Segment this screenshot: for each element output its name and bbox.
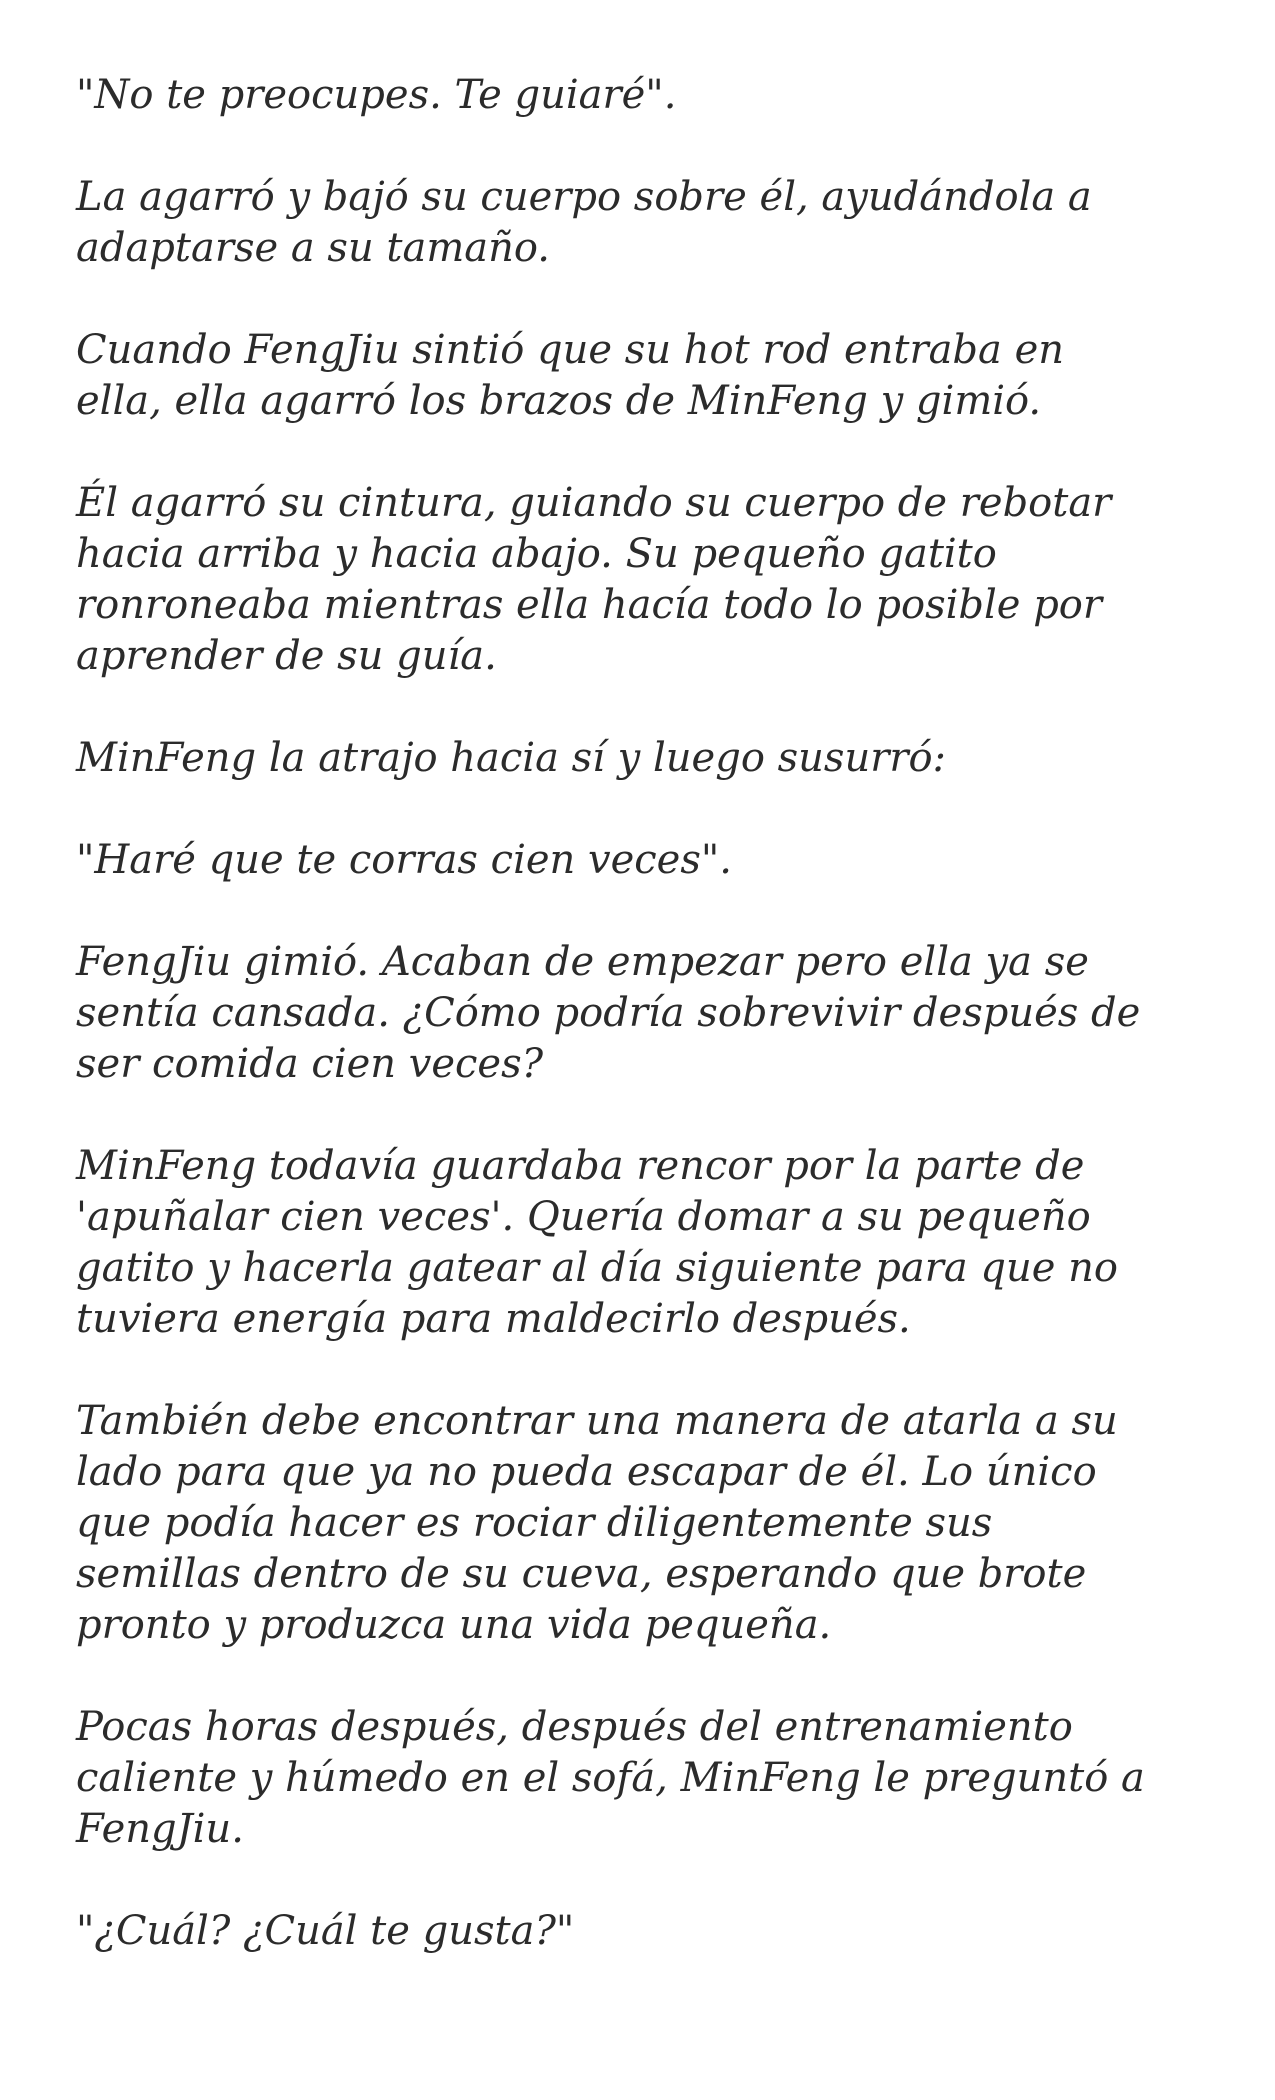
paragraph-5: MinFeng la atrajo hacia sí y luego susurró: [76, 735, 946, 781]
paragraph-9: También debe encontrar una manera de atarla a su lado para que ya no pueda escapar de él. Lo único que podía hacer es rociar diligentemente sus semillas dentro de su cueva, esperando que brote pronto y produzca una vida pequeña. [76, 1398, 1118, 1648]
document-page [76, 70, 1226, 2008]
paragraph-3: Cuando FengJiu sintió que su hot rod entraba en ella, ella agarró los brazos de MinFeng y gimió. [76, 327, 1065, 424]
paragraph-4: Él agarró su cintura, guiando su cuerpo de rebotar hacia arriba y hacia abajo. Su pequeño gatito ronroneaba mientras ella hacía todo lo posible por aprender de su guía. [76, 480, 1112, 679]
paragraph-1: "No te preocupes. Te guiaré". [76, 72, 677, 118]
paragraph-11: "¿Cuál? ¿Cuál te gusta?" [76, 1908, 575, 1954]
paragraph-7: FengJiu gimió. Acaban de empezar pero ella ya se sentía cansada. ¿Cómo podría sobrevivir después de ser comida cien veces? [76, 939, 1141, 1087]
paragraph-8: MinFeng todavía guardaba rencor por la parte de 'apuñalar cien veces'. Quería domar a su pequeño gatito y hacerla gatear al día siguiente para que no tuviera energía para maldecirlo después. [76, 1143, 1118, 1342]
paragraph-10: Pocas horas después, después del entrenamiento caliente y húmedo en el sofá, MinFeng le preguntó a FengJiu. [76, 1704, 1145, 1852]
paragraph-6: "Haré que te corras cien veces". [76, 837, 732, 883]
paragraph-2: La agarró y bajó su cuerpo sobre él, ayudándola a adaptarse a su tamaño. [76, 174, 1092, 271]
